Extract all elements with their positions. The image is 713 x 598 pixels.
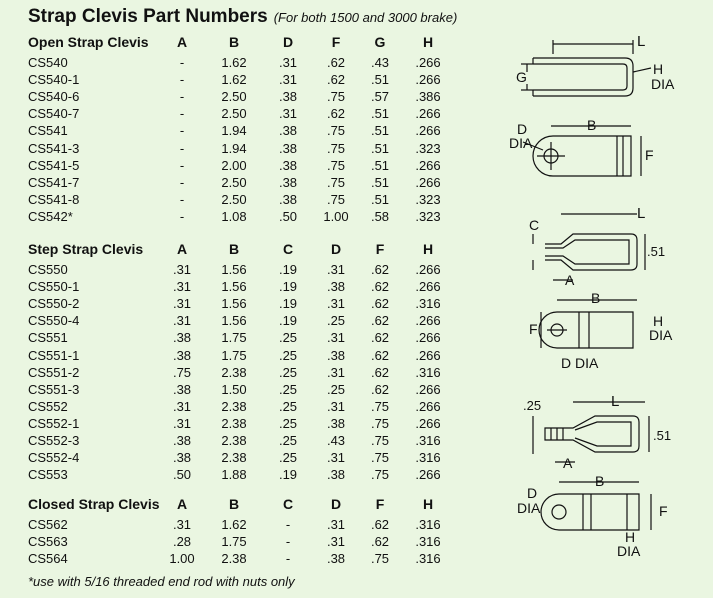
dimension-value: .323 [415,208,441,224]
label-D-DIA: D DIA [561,355,599,371]
part-number: CS562 [28,517,68,532]
label-C: C [529,217,540,233]
dimension-value: 1.94 [221,123,247,139]
dimension-value: .316 [415,296,441,312]
dimension-value: 1.62 [221,517,247,532]
part-number: CS550 [28,262,68,277]
column-header: B [228,34,240,50]
title-text: Strap Clevis Part Numbers [28,6,268,27]
dimension-value: .25 [278,330,298,346]
part-number: CS563 [28,534,68,550]
dimension-value: - [179,106,185,122]
column-header: A [176,496,188,512]
dimension-value: 2.38 [221,450,247,466]
dimension-value: 1.62 [221,72,247,88]
dimension-value: .316 [415,517,441,532]
dimension-value: - [179,55,185,70]
dimension-value: 1.88 [221,467,247,483]
dimension-value: - [179,89,185,105]
dimension-value: - [179,72,185,88]
dimension-value: .38 [172,347,192,363]
step-clevis-top-view [529,205,665,288]
dimension-value: .266 [415,157,441,173]
dimension-value: .31 [278,55,298,70]
dimension-value: .25 [278,415,298,431]
dimension-value: .58 [370,208,390,224]
dimension-value: .38 [278,140,298,156]
dimension-value: .51 [370,106,390,122]
part-number: CS550-4 [28,313,80,329]
open-clevis-top-view [516,33,675,96]
page-title [28,6,457,28]
dimension-value: .316 [415,364,441,380]
dimension-value: .31 [172,517,192,532]
column-header: A [176,34,188,50]
dimension-value: .25 [326,381,346,397]
dimension-value: .266 [415,415,441,431]
dimension-value: 1.75 [221,534,247,550]
label-L-1: L [637,33,646,50]
column-header: F [331,34,341,50]
dimension-value: .266 [415,467,441,483]
dimension-value: .316 [415,534,441,550]
dimension-value: .38 [326,279,346,295]
dimension-value: 1.56 [221,279,247,295]
label-B-2: B [591,290,601,306]
dimension-value: .75 [326,140,346,156]
dimension-value: .38 [326,415,346,431]
dimension-value: - [285,534,291,550]
part-number: CS564 [28,551,68,567]
dimension-value: .75 [326,191,346,207]
label-B-3: B [595,473,605,489]
dimension-value: .38 [278,123,298,139]
dimension-value: .31 [326,364,346,380]
dimension-value: .62 [370,330,390,346]
dimension-value: .323 [415,140,441,156]
dimension-value: .316 [415,450,441,466]
dimension-value: .28 [172,534,192,550]
dimension-value: .19 [278,313,298,329]
dimension-value: .75 [370,551,390,567]
dimension-value: .266 [415,106,441,122]
dimension-value: .316 [415,433,441,448]
dimension-value: 2.38 [221,415,247,431]
dimension-value: .31 [326,398,346,414]
dimension-value: .266 [415,72,441,88]
dimension-value: .50 [278,208,298,224]
dimension-value: .38 [172,450,192,466]
dimension-value: .19 [278,279,298,295]
dimension-value: - [179,174,185,190]
dimension-value: .266 [415,313,441,329]
dimension-value: .62 [370,279,390,295]
dimension-value: 1.75 [221,330,247,346]
part-number: CS540-7 [28,106,80,122]
dimension-value: .57 [370,89,390,105]
dimension-value: .31 [172,313,192,329]
part-number: CS552-4 [28,450,80,466]
dimension-value: 1.94 [221,140,247,156]
label-F-2: F [529,321,538,337]
dimension-value: .266 [415,398,441,414]
dimension-value: .38 [326,551,346,567]
dimension-value: .266 [415,123,441,139]
label-L-2: L [637,205,646,222]
dimension-value: .31 [172,398,192,414]
dimension-value: .31 [172,296,192,312]
label-51-2: .51 [653,428,672,443]
dimension-value: .31 [326,330,346,346]
dimension-value: - [285,517,291,532]
dimension-value: .31 [326,534,346,550]
dimension-value: .62 [326,72,346,88]
dimension-value: .43 [370,55,390,70]
dimension-value: .75 [370,398,390,414]
dimension-value: .25 [278,347,298,363]
dimension-value: .62 [326,55,346,70]
dimension-value: .31 [172,262,192,277]
column-header: B [228,241,240,257]
label-H-2: H [653,313,664,329]
dimension-value: .266 [415,174,441,190]
part-number: CS551-2 [28,364,80,380]
dimension-value: .25 [278,364,298,380]
dimension-value: 1.00 [323,208,349,224]
dimension-value: - [179,191,185,207]
column-header: G [374,34,386,50]
label-L-3: L [611,393,620,410]
part-number: CS541-8 [28,191,80,207]
dimension-value: .38 [326,467,346,483]
column-header: F [375,241,385,257]
label-B-1: B [587,117,597,133]
dimension-value: .38 [172,330,192,346]
dimension-value: .38 [278,174,298,190]
dimension-value: .31 [326,450,346,466]
dimension-value: .31 [326,517,346,532]
dimension-value: .25 [278,381,298,397]
part-number: CS551 [28,330,68,346]
closed-clevis-top-view [523,393,671,471]
label-D-2: D [527,485,538,501]
column-header: H [422,241,434,257]
dimension-value: .266 [415,381,441,397]
dimension-value: .62 [370,296,390,312]
label-H-1: H [653,61,664,77]
dimension-value: 1.56 [221,296,247,312]
open-clevis-side-view [509,117,654,176]
closed-clevis-side-view [517,473,668,559]
dimension-value: .75 [370,415,390,431]
label-51-1: .51 [647,244,666,259]
part-number: CS552-1 [28,415,80,431]
dimension-value: .31 [278,106,298,122]
dimension-value: 1.56 [221,262,247,277]
dimension-value: 1.75 [221,347,247,363]
dimension-value: .62 [370,364,390,380]
section-title: Open Strap Clevis [28,34,149,50]
dimension-value: .31 [172,415,192,431]
label-F-1: F [645,147,654,163]
footnote: *use with 5/16 threaded end rod with nuts only [28,574,295,589]
dimension-value: .62 [370,517,390,532]
dimension-value: 2.38 [221,364,247,380]
dimension-value: .75 [326,123,346,139]
step-clevis-side-view [529,290,673,371]
dimension-value: .43 [326,433,346,448]
dimension-value: .323 [415,191,441,207]
dimension-value: 1.08 [221,208,247,224]
dimension-value: .50 [172,467,192,483]
part-number: CS552 [28,398,68,414]
part-number: CS540-1 [28,72,80,88]
dimension-value: .51 [370,174,390,190]
dimension-value: 2.50 [221,191,247,207]
dimension-value: .75 [326,174,346,190]
dimension-value: 2.50 [221,106,247,122]
part-number: CS551-3 [28,381,80,397]
dimension-value: .31 [326,262,346,277]
dimension-value: 2.50 [221,89,247,105]
part-number: CS541-3 [28,140,80,156]
dimension-value: .31 [278,72,298,88]
dimension-value: .31 [326,296,346,312]
part-number: CS541-5 [28,157,80,173]
part-number: CS552-3 [28,433,80,448]
dimension-value: .266 [415,347,441,363]
label-G: G [516,69,527,85]
dimension-value: 2.00 [221,157,247,173]
part-number: CS541-7 [28,174,80,190]
clevis-diagrams [509,30,713,590]
part-number: CS551-1 [28,347,80,363]
part-number: CS550-2 [28,296,80,312]
label-25: .25 [523,398,542,413]
section-title: Closed Strap Clevis [28,496,160,512]
label-F-3: F [659,503,668,519]
dimension-value: .75 [370,433,390,448]
dimension-value: .31 [172,279,192,295]
column-header: H [422,34,434,50]
label-D-1: D [517,121,528,137]
dimension-value: 1.56 [221,313,247,329]
part-number: CS541 [28,123,68,139]
part-number: CS540 [28,55,68,70]
dimension-value: 2.50 [221,174,247,190]
label-H-3: H [625,529,636,545]
dimension-value: .38 [278,89,298,105]
dimension-value: .266 [415,262,441,277]
dimension-value: .386 [415,89,441,105]
part-number: CS542* [28,208,73,224]
page-subtitle: (For both 1500 and 3000 brake) [273,10,458,25]
dimension-value: .25 [326,313,346,329]
dimension-value: .75 [370,450,390,466]
part-number: CS553 [28,467,68,483]
label-A-2: A [563,455,573,471]
dimension-value: .25 [278,433,298,448]
dimension-value: .62 [370,262,390,277]
dimension-value: .38 [326,347,346,363]
column-header: C [282,496,294,512]
section-title: Step Strap Clevis [28,241,144,257]
dimension-value: - [179,157,185,173]
column-header: D [330,496,342,512]
part-number: CS550-1 [28,279,80,295]
label-DIA-1: DIA [651,76,675,92]
dimension-value: - [285,551,291,567]
column-header: A [176,241,188,257]
dimension-value: .51 [370,72,390,88]
dimension-value: .25 [278,398,298,414]
dimension-value: .38 [172,433,192,448]
dimension-value: - [179,208,185,224]
label-DIA-2: DIA [509,135,533,151]
dimension-value: .19 [278,262,298,277]
dimension-value: .266 [415,330,441,346]
dimension-value: 2.38 [221,433,247,448]
dimension-value: .62 [326,106,346,122]
dimension-value: .62 [370,313,390,329]
label-DIA-4: DIA [517,500,541,516]
dimension-value: .38 [278,157,298,173]
dimension-value: - [179,140,185,156]
dimension-value: .62 [370,347,390,363]
dimension-value: .75 [370,467,390,483]
dimension-value: .38 [172,381,192,397]
dimension-value: .51 [370,123,390,139]
column-header: H [422,496,434,512]
dimension-value: .316 [415,551,441,567]
column-header: F [375,496,385,512]
dimension-value: 1.50 [221,381,247,397]
dimension-value: - [179,123,185,139]
dimension-value: 2.38 [221,398,247,414]
dimension-value: 2.38 [221,551,247,567]
column-header: C [282,241,294,257]
dimension-value: .19 [278,467,298,483]
dimension-value: .62 [370,381,390,397]
dimension-value: .51 [370,191,390,207]
dimension-value: .62 [370,534,390,550]
dimension-value: .19 [278,296,298,312]
label-DIA-5: DIA [617,543,641,559]
column-header: D [330,241,342,257]
label-DIA-3: DIA [649,327,673,343]
label-A-1: A [565,272,575,288]
column-header: D [282,34,294,50]
dimension-value: 1.00 [169,551,195,567]
part-number: CS540-6 [28,89,80,105]
dimension-value: .75 [172,364,192,380]
column-header: B [228,496,240,512]
dimension-value: .75 [326,157,346,173]
dimension-value: .51 [370,157,390,173]
dimension-value: .25 [278,450,298,466]
dimension-value: .266 [415,55,441,70]
dimension-value: .266 [415,279,441,295]
dimension-value: .51 [370,140,390,156]
dimension-value: .75 [326,89,346,105]
dimension-value: 1.62 [221,55,247,70]
dimension-value: .38 [278,191,298,207]
